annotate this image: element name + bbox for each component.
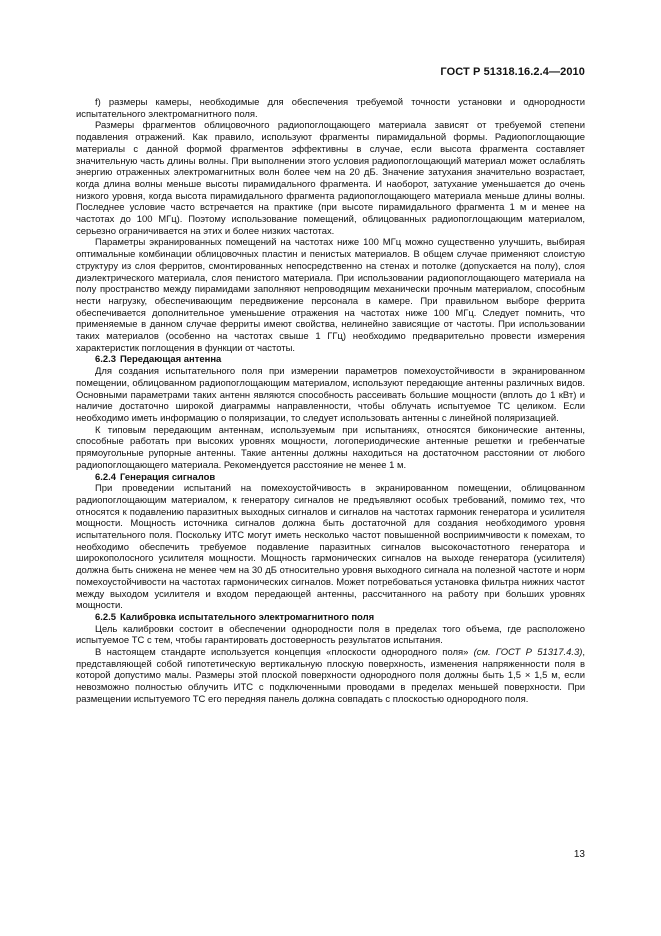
standard-code: ГОСТ Р 51318.16.2.4—2010	[440, 66, 585, 78]
paragraph-text: В настоящем стандарте используется концепция «плоскости однородного поля»	[95, 647, 469, 659]
section-title: Передающая антенна	[120, 354, 222, 366]
section-title: Калибровка испытательного электромагнитного поля	[120, 611, 375, 623]
paragraph	[76, 647, 585, 706]
section-heading-6-2-4	[76, 472, 585, 484]
paragraph: Для создания испытательного поля при измерении параметров помехоустойчивости в экранированном помещении, облицованном радиопоглощающим материалом, используют передающие антенны различных видов. Основными параметрами таких антенн являются способность рассеивать большие мощности (вплоть до 1 кВт) и наличие достаточно широкой диаграммы направленности, чтобы облучать испытуемое ТС целиком. Если необходимо иметь информацию о поляризации, то следует использовать антенны с линейной поляризацией.	[76, 366, 585, 424]
section-number: 6.2.4	[95, 471, 116, 483]
document-body	[76, 97, 585, 706]
paragraph: Размеры фрагментов облицовочного радиопоглощающего материала зависят от требуемой степени подавления отражений. Как правило, используют фрагменты пирамидальной формы. Радиопоглощающие материалы с данной формой фрагментов эффективны в случае, если высота фрагмента составляет значительную часть длины волны. При выполнении этого условия радиопоглощающий материал может ослаблять энергию отраженных электромагнитных волн более чем на 20 дБ. Значение затухания значительно возрастает, когда длина волны меньше высоты пирамидального фрагмента. И наоборот, затухание уменьшается до очень низкого уровня, когда высота пирамидального фрагмента радиопоглощающего материала меньше длины волны. Последнее условие часто встречается на практике (при высоте пирамидального фрагмента 1 м и менее на частотах до 100 МГц). Поэтому использование помещений, облицованных радиопоглощающим материалом, серьезно ограничивается на этих и более низких частотах.	[76, 120, 585, 237]
paragraph: К типовым передающим антеннам, используемым при испытаниях, относятся биконические антенны, способные работать при высоких уровнях мощности, логопериодические антенные решетки и гребенчатые прямоугольные рупорные антенны. Такие антенны должны находиться на достаточном расстоянии от любого радиопоглощающего материала. Рекомендуется расстояние не менее 1 м.	[76, 424, 585, 471]
paragraph: Цель калибровки состоит в обеспечении однородности поля в пределах того объема, где расположено испытуемое ТС с тем, чтобы гарантировать достоверность результатов испытания.	[76, 623, 585, 647]
section-heading-6-2-3	[76, 354, 585, 366]
section-title: Генерация сигналов	[120, 471, 216, 483]
section-number: 6.2.5	[95, 611, 116, 623]
section-number: 6.2.3	[95, 354, 116, 366]
page-number: 13	[573, 849, 585, 860]
section-heading-6-2-5	[76, 612, 585, 624]
paragraph: При проведении испытаний на помехоустойчивость в экранированном помещении, облицованном радиопоглощающим материалом, к генератору сигналов не предъявляют особых требований, помимо тех, что относятся к подавлению паразитных выходных сигналов и сигналов на частотах гармоник генератора и усилителя мощности. Мощность источника сигналов должна быть достаточной для создания необходимого уровня испытательного поля. Поскольку ИТС могут иметь несколько частот повышенной восприимчивости к помехам, то необходимо обеспечить требуемое подавление паразитных сигналов высокочастотного генератора и широкополосного усилителя мощности. Мощность гармонических сигналов на выходе генератора (усилителя) должна быть снижена не менее чем на 30 дБ относительно уровня выходного сигнала на полезной частоте и норм помехоустойчивости на частотах гармонических сигналов. Может потребоваться установка фильтра нижних частот между выходом усилителя и входом передающей антенны, рассчитанного на работу при больших уровнях мощности.	[76, 483, 585, 612]
paragraph-text: , представляющей собой гипотетическую вертикальную плоскую поверхность, изменения напряженности поля в которой допустимо малы. Размеры этой плоской поверхности однородного поля должны быть 1,5 × 1,5 м, если невозможно полностью облучить ИТС с подключенными проводами в пределах меньшей поверхности. При размещении испытуемого ТС его передняя панель должна совпадать с плоскостью однородного поля.	[76, 647, 585, 705]
paragraph: f) размеры камеры, необходимые для обеспечения требуемой точности установки и однородности испытательного электромагнитного поля.	[76, 97, 585, 120]
standard-reference: (см. ГОСТ Р 51317.4.3)	[473, 647, 583, 659]
paragraph: Параметры экранированных помещений на частотах ниже 100 МГц можно существенно улучшить, выбирая оптимальные комбинации облицовочных пластин и пенистых материалов. В общем случае применяют слоистую структуру из слоя ферритов, смонтированных непосредственно на стенах и потолке (допускается на полу), слоя диэлектрического материала, слоя пенистого материала. При использовании радиопоглощающего материала на полу пространство между пирамидами заполняют непроводящим механически прочным материалом, способным нести нагрузку, обеспечивающим передвижение персонала в камере. При правильном выборе феррита обеспечивается дополнительное уменьшение отражения на частотах ниже 100 МГц. Следует помнить, что применяемые в данном случае ферриты имеют свойства, нелинейно зависящие от частоты. При использовании таких материалов (особенно на частотах свыше 1 ГГц) необходимо предварительно провести измерения характеристик поглощения в функции от частоты.	[76, 237, 585, 354]
document-header	[440, 66, 585, 78]
